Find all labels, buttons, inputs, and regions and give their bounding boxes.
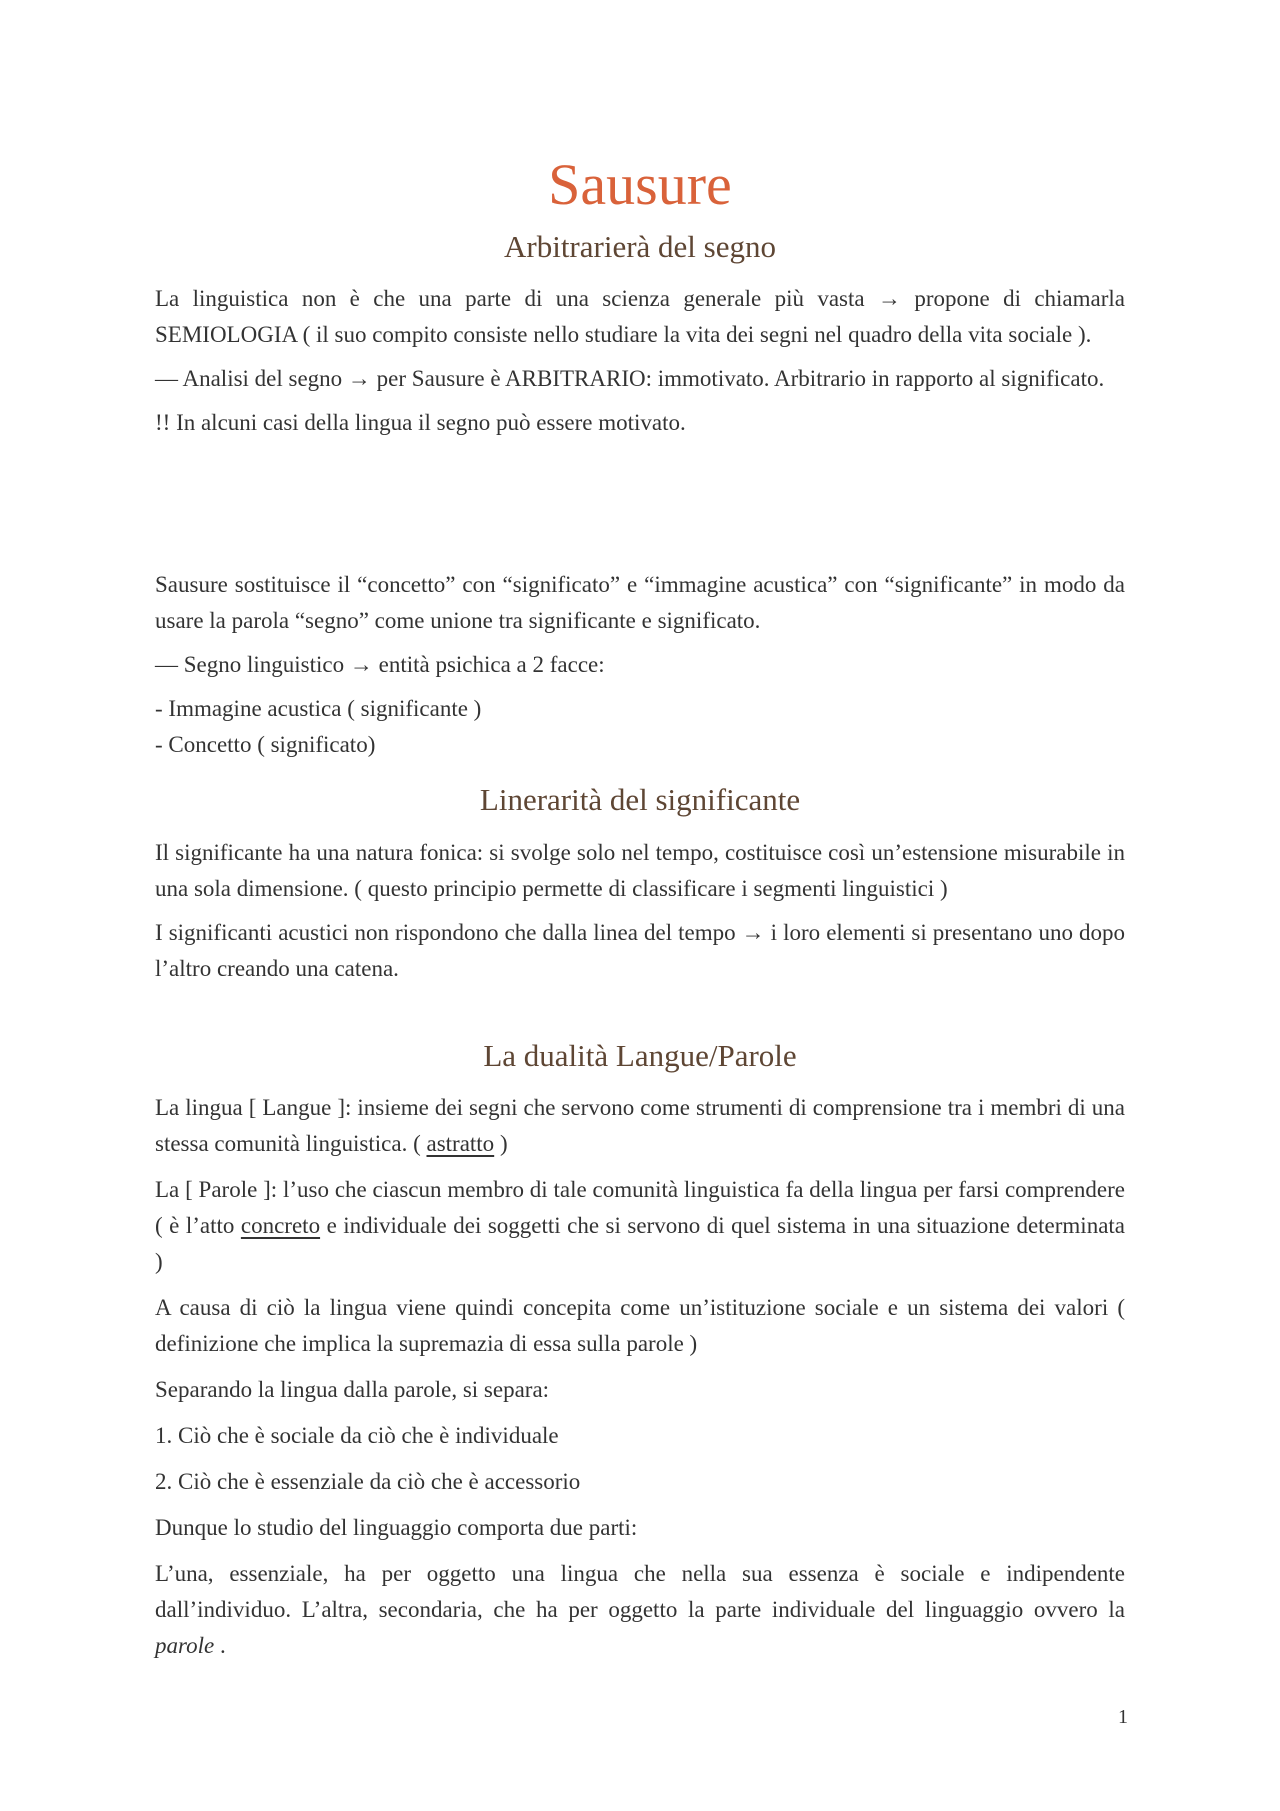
text-run: La lingua [ Langue ]: insieme dei segni che servono come strumenti di comprensione tra i membri di una stessa comunità linguistica. ( (155, 1095, 1125, 1156)
paragraph-parole (155, 1172, 1125, 1280)
section-body-linearita (155, 835, 1125, 987)
section-heading-arbitrarieta: Arbitrarierà del segno (504, 229, 776, 264)
section-body-langue-parole (155, 1090, 1125, 1664)
list-item: 2. Ciò che è essenziale da ciò che è accessorio (155, 1469, 581, 1494)
underlined-term: concreto (240, 1213, 321, 1238)
list-item: 1. Ciò che è sociale da ciò che è individuale (155, 1423, 559, 1448)
paragraph (155, 1556, 1125, 1664)
paragraph: A causa di ciò la lingua viene quindi concepita come un’istituzione sociale e un sistema dei valori ( definizione che implica la supremazia di essa sulla parole ) (155, 1295, 1125, 1356)
underlined-term: astratto (426, 1131, 495, 1156)
italic-term: parole (155, 1633, 215, 1658)
paragraph: !! In alcuni casi della lingua il segno può essere motivato. (155, 410, 686, 435)
list-item: - Concetto ( significato) (155, 732, 376, 757)
page-number: 1 (1118, 1706, 1128, 1728)
paragraph: Il significante ha una natura fonica: si svolge solo nel tempo, costituisce così un’estensione misurabile in una sola dimensione. ( questo principio permette di classificare i segmenti linguistici ) (155, 840, 1125, 901)
section-heading-langue-parole: La dualità Langue/Parole (483, 1038, 797, 1073)
section-body-segno (155, 567, 1125, 763)
paragraph: Dunque lo studio del linguaggio comporta due parti: (155, 1515, 638, 1540)
paragraph-langue (155, 1090, 1125, 1162)
paragraph: Sausure sostituisce il “concetto” con “significato” e “immagine acustica” con “significante” in modo da usare la parola “segno” come unione tra significante e significato. (155, 572, 1125, 633)
paragraph: — Segno linguistico → entità psichica a 2 facce: (155, 652, 605, 677)
text-run: ) (494, 1131, 508, 1156)
text-run: . (214, 1633, 226, 1658)
paragraph: I significanti acustici non rispondono che dalla linea del tempo → i loro elementi si presentano uno dopo l’altro creando una catena. (155, 920, 1125, 981)
text-run: La [ Parole ]: l’uso che ciascun membro di tale comunità linguistica fa della lingua per farsi comprendere ( è l’atto (155, 1177, 1125, 1238)
document-title: Sausure (548, 152, 732, 217)
paragraph: La linguistica non è che una parte di una scienza generale più vasta → propone di chiamarla SEMIOLOGIA ( il suo compito consiste nello studiare la vita dei segni nel quadro della vita sociale ). (155, 286, 1125, 347)
section-body-arbitrarieta (155, 281, 1125, 441)
text-run: L’una, essenziale, ha per oggetto una lingua che nella sua essenza è sociale e indipendente dall’individuo. L’altra, secondaria, che ha per oggetto la parte individuale del linguaggio ovvero la (155, 1561, 1125, 1622)
section-heading-linearita: Linerarità del significante (479, 782, 801, 817)
paragraph: Separando la lingua dalla parole, si separa: (155, 1377, 550, 1402)
text-run: e individuale dei soggetti che si servono di quel sistema in una situazione determinata ) (155, 1213, 1126, 1274)
paragraph: — Analisi del segno → per Sausure è ARBITRARIO: immotivato. Arbitrario in rapporto al significato. (155, 366, 1105, 391)
list-item: - Immagine acustica ( significante ) (155, 696, 482, 721)
